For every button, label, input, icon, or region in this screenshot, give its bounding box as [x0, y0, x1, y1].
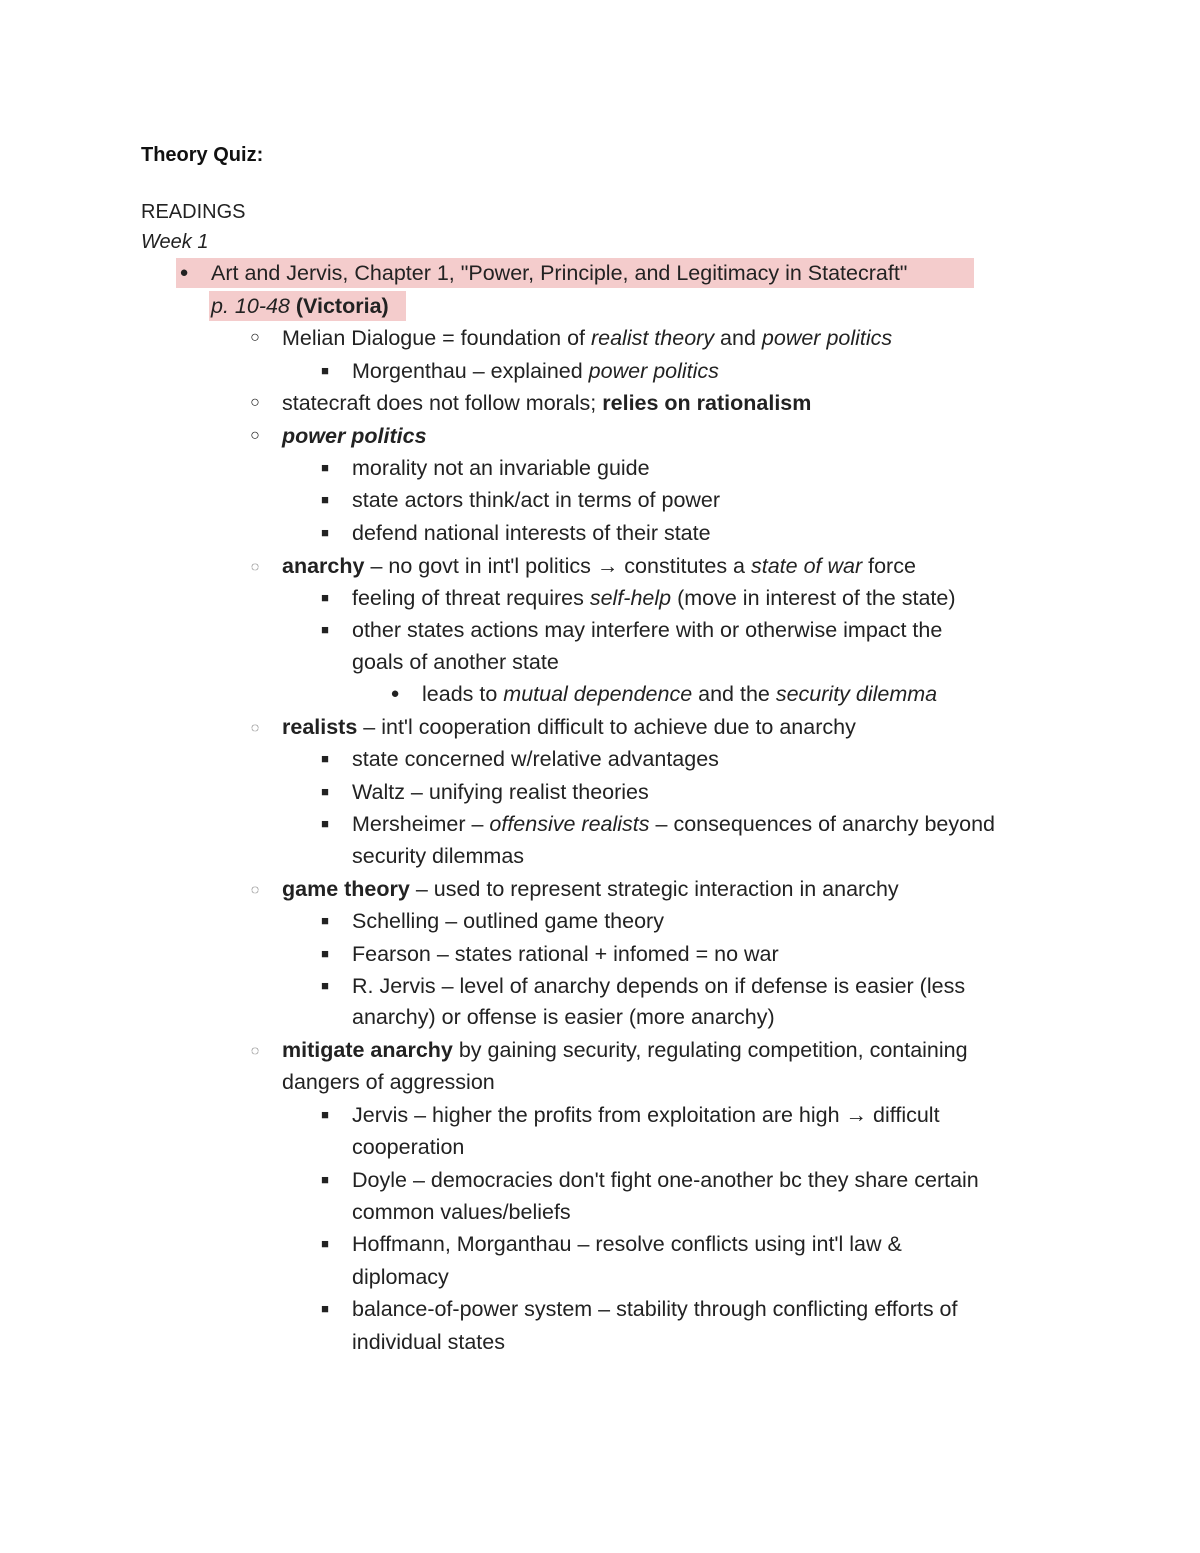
bullet-square-icon: ■ [321, 751, 329, 766]
week-label: Week 1 [141, 231, 209, 253]
bullet-dot-icon: ● [390, 685, 400, 702]
bullet-square-icon: ■ [321, 816, 329, 831]
note-r-jervis-line-2: anarchy) or offense is easier (more anarchy) [352, 1005, 775, 1029]
bullet-ring-icon: ◌ [250, 558, 260, 574]
note-jervis-profits-line-1: Jervis – higher the profits from exploitation are high → difficult [352, 1103, 940, 1127]
note-schelling: Schelling – outlined game theory [352, 909, 664, 933]
note-doyle-line-1: Doyle – democracies don't fight one-another bc they share certain [352, 1168, 979, 1192]
reading-pages-line [211, 291, 389, 321]
bullet-square-icon: ■ [321, 460, 329, 475]
bullet-square-icon: ■ [321, 1107, 329, 1122]
note-mersheimer-line-1: Mersheimer – offensive realists – consequences of anarchy beyond [352, 812, 995, 836]
note-threat: feeling of threat requires self-help (move in interest of the state) [352, 586, 956, 610]
note-power-politics: power politics [282, 424, 427, 448]
bullet-dot-icon: ● [179, 264, 189, 281]
note-relative-advantages: state concerned w/relative advantages [352, 747, 719, 771]
reading-pages: p. 10-48 [211, 294, 290, 318]
bullet-square-icon: ■ [321, 622, 329, 637]
note-game-theory: game theory – used to represent strategic interaction in anarchy [282, 877, 899, 901]
note-other-states-line-2: goals of another state [352, 650, 559, 674]
bullet-square-icon: ■ [321, 1172, 329, 1187]
bullet-square-icon: ■ [321, 590, 329, 605]
bullet-ring-icon: ◌ [250, 719, 260, 735]
bullet-square-icon: ■ [321, 1301, 329, 1316]
bullet-square-icon: ■ [321, 363, 329, 378]
note-pp-morality: morality not an invariable guide [352, 456, 650, 480]
note-jervis-profits-line-2: cooperation [352, 1135, 465, 1159]
note-statecraft: statecraft does not follow morals; relies on rationalism [282, 391, 812, 415]
note-pp-interests: defend national interests of their state [352, 521, 711, 545]
note-leads-to: leads to mutual dependence and the security dilemma [422, 682, 938, 706]
note-mitigate-line-1: mitigate anarchy by gaining security, regulating competition, containing [282, 1038, 968, 1062]
note-other-states-line-1: other states actions may interfere with or otherwise impact the [352, 618, 943, 642]
note-mitigate-line-2: dangers of aggression [282, 1070, 495, 1094]
bullet-square-icon: ■ [321, 913, 329, 928]
reading-citation: Art and Jervis, Chapter 1, "Power, Principle, and Legitimacy in Statecraft" [211, 261, 908, 285]
bullet-square-icon: ■ [321, 946, 329, 961]
note-doyle-line-2: common values/beliefs [352, 1200, 571, 1224]
note-hoffmann-line-2: diplomacy [352, 1265, 449, 1289]
reading-presenter: (Victoria) [295, 294, 389, 318]
note-realists: realists – int'l cooperation difficult to achieve due to anarchy [282, 715, 856, 739]
note-morgenthau: Morgenthau – explained power politics [352, 359, 719, 383]
bullet-square-icon: ■ [321, 978, 329, 993]
bullet-square-icon: ■ [321, 492, 329, 507]
document-title: Theory Quiz: [141, 144, 264, 166]
bullet-ring-icon: ◌ [250, 881, 260, 897]
bullet-square-icon: ■ [321, 784, 329, 799]
note-mersheimer-line-2: security dilemmas [352, 844, 525, 868]
note-balance-of-power-line-1: balance-of-power system – stability through conflicting efforts of [352, 1297, 958, 1321]
note-r-jervis-line-1: R. Jervis – level of anarchy depends on if defense is easier (less [352, 974, 966, 998]
note-balance-of-power-line-2: individual states [352, 1330, 505, 1354]
bullet-square-icon: ■ [321, 1236, 329, 1251]
note-fearson: Fearson – states rational + infomed = no war [352, 942, 779, 966]
note-pp-actors: state actors think/act in terms of power [352, 488, 721, 512]
note-hoffmann-line-1: Hoffmann, Morganthau – resolve conflicts using int'l law & [352, 1232, 902, 1256]
bullet-circle-icon: ○ [250, 329, 260, 346]
note-waltz: Waltz – unifying realist theories [352, 780, 649, 804]
bullet-circle-icon: ○ [250, 394, 260, 411]
bullet-ring-icon: ◌ [250, 1042, 260, 1058]
bullet-square-icon: ■ [321, 525, 329, 540]
section-heading: READINGS [141, 201, 246, 223]
bullet-circle-icon: ○ [250, 427, 260, 444]
note-anarchy: anarchy – no govt in int'l politics → constitutes a state of war force [282, 554, 916, 578]
note-melian: Melian Dialogue = foundation of realist theory and power politics [282, 326, 893, 350]
